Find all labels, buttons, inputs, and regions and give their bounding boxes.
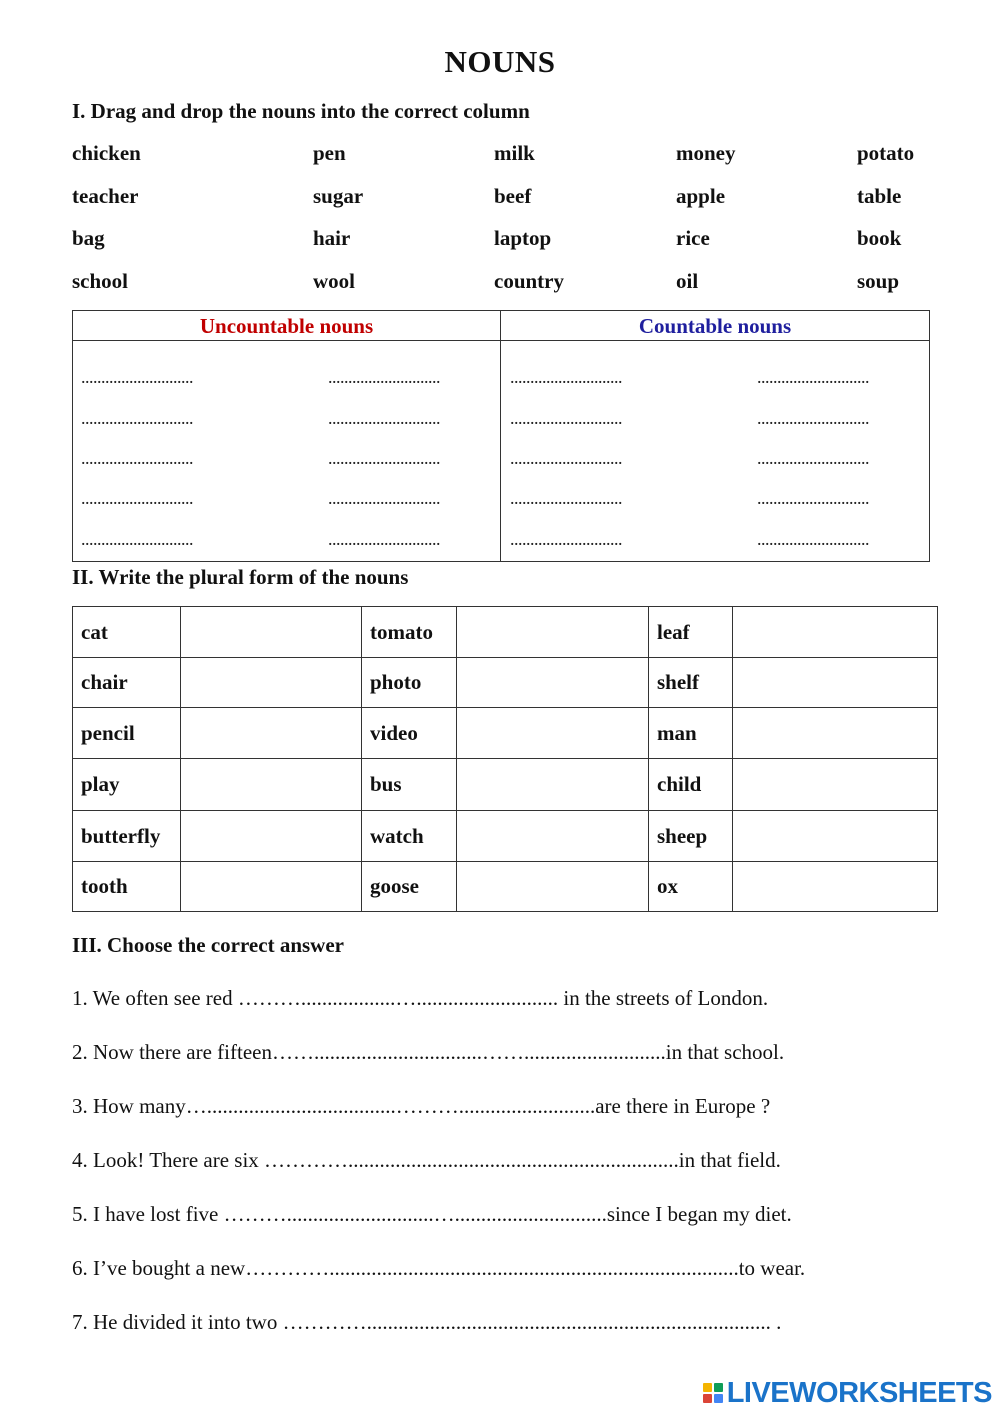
plural-answer-input[interactable] [457, 811, 649, 862]
countable-drop-slot[interactable]: ............................ [510, 529, 622, 549]
uncountable-drop-slot[interactable]: ............................ [328, 529, 440, 549]
singular-noun: photo [362, 658, 457, 708]
word-chip[interactable]: pen [313, 141, 346, 165]
logo-text: LIVEWORKSHEETS [726, 1376, 992, 1409]
table-row [73, 862, 938, 912]
word-chip[interactable]: laptop [494, 226, 552, 250]
singular-noun: leaf [649, 607, 733, 658]
singular-noun: bus [362, 759, 457, 811]
uncountable-drop-slot[interactable]: ............................ [81, 448, 193, 468]
singular-noun: butterfly [73, 811, 181, 862]
plural-answer-input[interactable] [457, 607, 649, 658]
uncountable-drop-slot[interactable]: ............................ [81, 367, 193, 387]
word-chip[interactable]: potato [857, 141, 915, 165]
plural-answer-input[interactable] [457, 759, 649, 811]
sentence-item[interactable]: 2. Now there are fifteen……................................……...........................in that school. [72, 1040, 785, 1064]
uncountable-drop-slot[interactable]: ............................ [328, 448, 440, 468]
word-chip[interactable]: apple [676, 184, 726, 208]
word-chip[interactable]: sugar [313, 184, 364, 208]
plural-answer-input[interactable] [181, 811, 362, 862]
word-chip[interactable]: bag [72, 226, 105, 250]
sentence-item[interactable]: 3. How many…....................................………..........................are there in Europe ? [72, 1094, 771, 1118]
uncountable-drop-slot[interactable]: ............................ [81, 408, 193, 428]
sentence-item[interactable]: 6. I’ve bought a new…………..............................................................................to wear. [72, 1256, 806, 1280]
plural-table [72, 606, 938, 912]
word-chip[interactable]: oil [676, 269, 699, 293]
singular-noun: goose [362, 862, 457, 912]
word-chip[interactable]: chicken [72, 141, 141, 165]
table-row [73, 658, 938, 708]
plural-answer-input[interactable] [457, 658, 649, 708]
uncountable-header: Uncountable nouns [199, 314, 374, 338]
plural-answer-input[interactable] [181, 759, 362, 811]
plural-answer-input[interactable] [733, 759, 938, 811]
countable-drop-slot[interactable]: ............................ [757, 367, 869, 387]
plural-answer-input[interactable] [733, 708, 938, 759]
singular-noun: sheep [649, 811, 733, 862]
table-row [73, 811, 938, 862]
countable-drop-slot[interactable]: ............................ [510, 408, 622, 428]
plural-answer-input[interactable] [457, 708, 649, 759]
singular-noun: tomato [362, 607, 457, 658]
countable-drop-slot[interactable]: ............................ [510, 448, 622, 468]
singular-noun: child [649, 759, 733, 811]
singular-noun: shelf [649, 658, 733, 708]
sentence-item[interactable]: 5. I have lost five ………............................….............................since I began my diet. [72, 1202, 792, 1226]
countable-drop-slot[interactable]: ............................ [757, 488, 869, 508]
countable-drop-slot[interactable]: ............................ [510, 488, 622, 508]
word-chip[interactable]: milk [494, 141, 535, 165]
table-row [73, 708, 938, 759]
uncountable-drop-slot[interactable]: ............................ [328, 488, 440, 508]
table-row [73, 759, 938, 811]
liveworksheets-logo [703, 1377, 992, 1409]
countable-drop-slot[interactable]: ............................ [757, 448, 869, 468]
word-chip[interactable]: book [857, 226, 902, 250]
singular-noun: cat [73, 607, 181, 658]
plural-answer-input[interactable] [181, 862, 362, 912]
plural-answer-input[interactable] [181, 708, 362, 759]
word-chip[interactable]: country [494, 269, 564, 293]
sentence-item[interactable]: 1. We often see red ………..................…........................... in the streets of London. [72, 986, 769, 1010]
singular-noun: chair [73, 658, 181, 708]
plural-answer-input[interactable] [733, 658, 938, 708]
sentence-item[interactable]: 7. He divided it into two …………............................................................................. . [72, 1310, 782, 1334]
singular-noun: tooth [73, 862, 181, 912]
singular-noun: watch [362, 811, 457, 862]
logo-blocks-icon [703, 1383, 723, 1403]
word-chip[interactable]: beef [494, 184, 532, 208]
word-chip[interactable]: soup [857, 269, 900, 293]
table-row [73, 607, 938, 658]
uncountable-drop-slot[interactable]: ............................ [81, 488, 193, 508]
word-chip[interactable]: table [857, 184, 902, 208]
countable-drop-slot[interactable]: ............................ [757, 408, 869, 428]
uncountable-drop-slot[interactable]: ............................ [81, 529, 193, 549]
plural-answer-input[interactable] [733, 862, 938, 912]
word-chip[interactable]: teacher [72, 184, 139, 208]
singular-noun: video [362, 708, 457, 759]
word-chip[interactable]: rice [676, 226, 710, 250]
singular-noun: play [73, 759, 181, 811]
sentence-item[interactable]: 4. Look! There are six …………...............................................................in that field. [72, 1148, 781, 1172]
singular-noun: pencil [73, 708, 181, 759]
page-title: NOUNS [444, 44, 556, 79]
uncountable-drop-slot[interactable]: ............................ [328, 408, 440, 428]
plural-answer-input[interactable] [733, 607, 938, 658]
section2-heading: II. Write the plural form of the nouns [72, 565, 409, 589]
countable-header: Countable nouns [638, 314, 792, 338]
section1-heading: I. Drag and drop the nouns into the correct column [72, 99, 530, 123]
sort-table [72, 310, 930, 562]
countable-drop-slot[interactable]: ............................ [510, 367, 622, 387]
word-chip[interactable]: wool [313, 269, 355, 293]
singular-noun: ox [649, 862, 733, 912]
word-chip[interactable]: hair [313, 226, 351, 250]
countable-drop-slot[interactable]: ............................ [757, 529, 869, 549]
plural-answer-input[interactable] [181, 658, 362, 708]
section3-heading: III. Choose the correct answer [72, 933, 344, 957]
singular-noun: man [649, 708, 733, 759]
plural-answer-input[interactable] [457, 862, 649, 912]
plural-answer-input[interactable] [733, 811, 938, 862]
word-chip[interactable]: money [676, 141, 736, 165]
word-chip[interactable]: school [72, 269, 129, 293]
uncountable-drop-slot[interactable]: ............................ [328, 367, 440, 387]
plural-answer-input[interactable] [181, 607, 362, 658]
